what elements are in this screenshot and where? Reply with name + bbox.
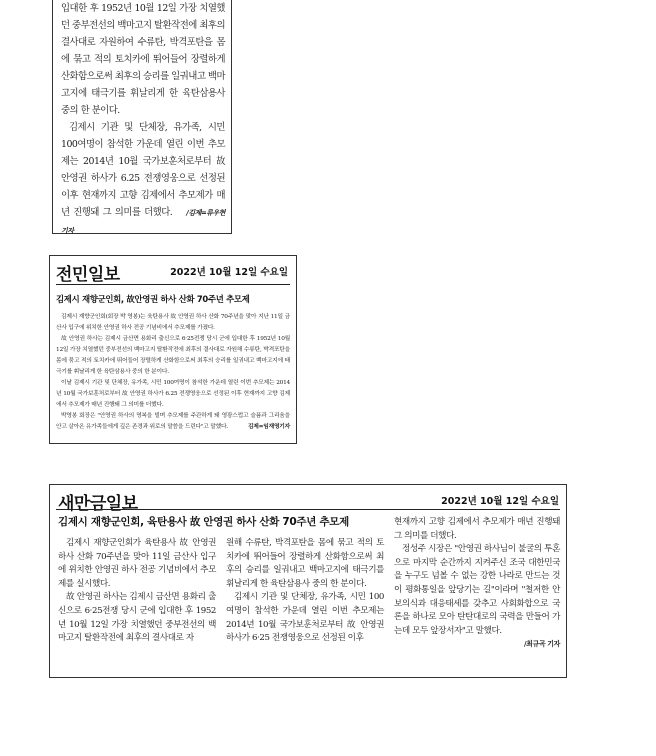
article-body — [61, 0, 225, 240]
reporter-credit: 김제=임재영기자 — [247, 424, 290, 430]
article-paragraph: 김제시 기관 및 단체장, 유가족, 시민 100여명이 참석한 가운데 열린 이번 추모제는 2014년 10월 국가보훈처로부터 故 안영권 하사가 6.25 전쟁영웅으로 선정된 이후 현재까지 고향 김제에서 추모제가 매년 진행돼 그 의미를 더했다. /김제=류우현기자 — [61, 122, 225, 235]
article-paragraph: 이날 김제시 기관 및 단체장, 유가족, 시민 100여명이 참석한 가운데 열린 이번 추모제는 2014년 10월 국가보훈처로부터 故 안영권 하사가 6.25 전쟁영웅으로 선정된 이후 현재까지 고향 김제에서 추모제가 매년 진행돼 그 의미를 더했다. — [56, 380, 290, 408]
news-clipping-2 — [49, 255, 297, 444]
masthead-divider — [56, 509, 560, 510]
publication-date: 2022년 10월 12일 수요일 — [170, 267, 288, 278]
article-column-3 — [394, 516, 560, 652]
article-column-1 — [58, 537, 216, 646]
newspaper-masthead: 전민일보 — [56, 265, 120, 285]
reporter-credit: /김제=류우현기자 — [61, 209, 225, 235]
article-paragraph: 김제시 재향군인회가 육탄용사 故 안영권 하사 산화 70주년을 맞아 11일 금산사 입구에 위치한 안영권 하사 전공 기념비에서 추모제를 실시했다. — [58, 538, 216, 589]
article-paragraph: 故 안영권 하사는 김제시 금산면 용화리 출신으로 6·25전쟁 당시 군에 입대한 후 1952년 10월 12일 가장 치열했던 중부전선의 백마고지 탈환작전에 최후의 결사대로 자 — [58, 592, 216, 644]
article-column-2 — [226, 537, 384, 646]
article-paragraph: 故 안영권 하사는 김제시 금산면 용화리 출신으로 6·25전쟁 당시 군에 입대한 후 1952년 10월 12일 가장 치열했던 중부전선의 백마고지 탈환작전에 최후의 결사대로 자원해 수류탄, 박격포탄을 몸에 묶고 적의 토치카에 뛰어들어 장렬하게 산화함으로써 최후의 승리를 일궈내고 백마고지에 태극기를 휘날리게 한 육탄삼용사 중의 한 분이다. — [56, 336, 290, 375]
news-clipping-1 — [52, 0, 232, 234]
article-body — [56, 312, 290, 433]
news-clipping-3 — [49, 484, 567, 678]
reporter-credit: /최규곡 기자 — [523, 640, 560, 649]
publication-date: 2022년 10월 12일 수요일 — [441, 496, 559, 507]
article-paragraph: 박영봉 회장은 "안영권 하사의 명복을 빌며 추모제를 주관하게 돼 영광스럽고 슬픔과 그리움을 안고 살아온 유가족들에게 깊은 존경과 위로의 말씀을 드린다"고 말했다. 김제=임재영기자 — [56, 411, 290, 433]
article-headline: 김제시 재향군인회, 故안영권 하사 산화 70주년 추모제 — [56, 294, 250, 304]
article-paragraph: 현재까지 고향 김제에서 추모제가 매년 진행돼 그 의미를 더했다. — [394, 517, 560, 541]
article-paragraph: 김제시 재향군인회(회장 박 영봉)는 육탄용사 故 안영권 하사 산화 70주년을 맞아 지난 11일 금산사 입구에 위치한 안영권 하사 전공 기념비에서 추모제를 가졌다. — [56, 314, 290, 331]
article-paragraph: 입대한 후 1952년 10월 12일 가장 치열했던 중부전선의 백마고지 탈환작전에 최후의 결사대로 자원하여 수류탄, 박격포탄을 몸에 묶고 적의 토치카에 뛰어들어 장렬하게 산화함으로써 최후의 승리를 일궈내고 백마고지에 태극기를 휘날리게 한 육탄삼용사 중의 한 분이다. — [61, 3, 225, 116]
newspaper-masthead: 새만금일보 — [58, 494, 138, 514]
article-headline: 김제시 재향군인회, 육탄용사 故 안영권 하사 산화 70주년 추모제 — [58, 516, 349, 528]
article-paragraph: 원해 수류탄, 박격포탄을 몸에 묶고 적의 토치카에 뛰어들어 장렬하게 산화함으로써 최후의 승리를 일궈내고 백마고지에 태극기를 휘날리게 한 육탄삼용사 중의 한 분이다. — [226, 538, 384, 589]
masthead-divider — [56, 284, 290, 285]
article-paragraph: 정성주 시장은 "안영권 하사님이 불굴의 투혼으로 마지막 순간까지 지켜주신 조국 대한민국을 누구도 넘볼 수 없는 강한 나라로 만드는 것이 평화통일을 앞당기는 길"이라며 "철저한 안보의식과 대응태세를 갖추고 사회화합으로 국론을 하나로 모아 탄탄대로의 국력을 만들어 가는데 모두 앞장서자"고 말했다. — [394, 544, 560, 636]
article-paragraph: 김제시 기관 및 단체장, 유가족, 시민 100여명이 참석한 가운데 열린 이번 추모제는 2014년 10월 국가보훈처로부터 故 안영권 하사가 6·25 전쟁영웅으로 선정된 이후 — [226, 592, 384, 644]
